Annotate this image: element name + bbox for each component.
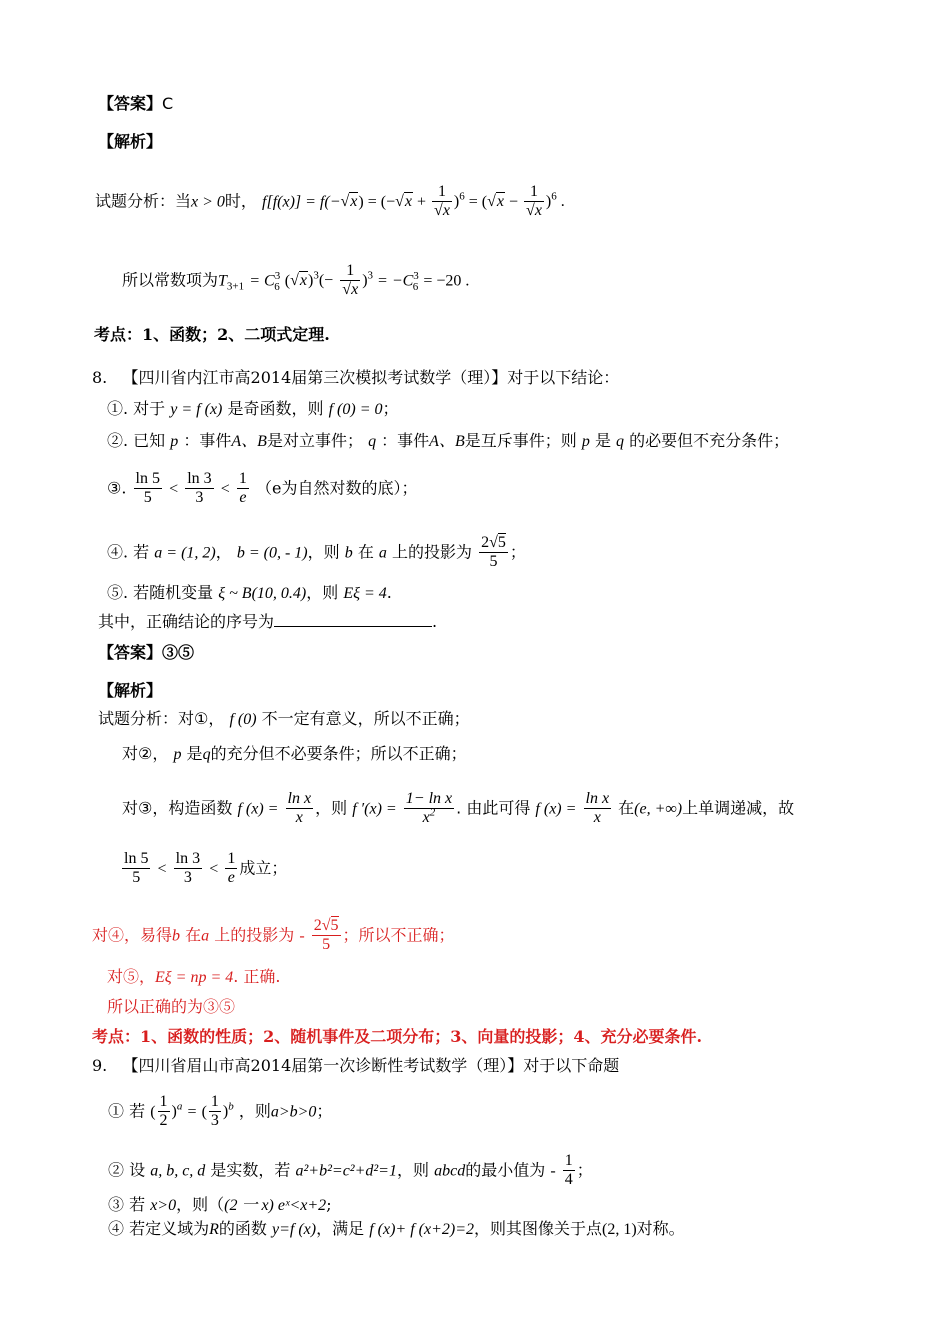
exponent: 6	[459, 191, 465, 204]
fraction: $\frac{1}{√x}$	[526, 183, 542, 220]
exponent: 3	[313, 270, 319, 283]
exponent: 3	[367, 270, 374, 283]
math: f (x) =	[535, 800, 577, 818]
math: (2, 1)	[602, 1221, 637, 1238]
numerator: 1	[432, 183, 452, 202]
math: a = (1, 2)	[154, 544, 216, 562]
fraction-2sqrt5-over-5: $\frac{2√5}{5}$	[481, 534, 506, 571]
text: 是对立事件；	[266, 431, 363, 450]
math: (e, +∞)	[634, 800, 683, 818]
text: ，则	[307, 542, 340, 562]
q7-analysis-line2: 所以常数项为$T_{3+1} = C^3_6$ $(√x)^3(-$ $\frac{1}{√x}$ )$^3 = -C^3_6 = -20$ .	[122, 262, 470, 299]
superscript: 3	[413, 270, 419, 283]
math: a	[201, 927, 210, 945]
text: 所以常数项为	[122, 270, 219, 290]
question-title: 【四川省眉山市高2014届第一次诊断性考试数学（理）】对于以下命题	[122, 1056, 620, 1075]
q8-analysis-6: 所以正确的为③⑤	[107, 997, 236, 1016]
question-number: 8.	[92, 368, 108, 387]
numerator: ln 5	[134, 470, 162, 489]
math: b = (0, - 1)	[236, 544, 308, 562]
denominator: 5	[322, 936, 331, 954]
math: x > 0	[191, 193, 225, 211]
text: ①. 对于	[107, 399, 166, 418]
fraction-1-over-e: $\frac{1}{e}$	[227, 850, 236, 887]
exponent: 6	[551, 191, 557, 204]
text: ，则	[315, 798, 348, 818]
denominator: x	[351, 281, 359, 299]
fraction-lnx-over-x	[584, 790, 612, 828]
text: 在	[357, 542, 374, 562]
text: 是奇函数，则	[227, 399, 324, 418]
math: f (x)+ f (x+2)=2	[369, 1221, 474, 1238]
math: p	[581, 433, 590, 450]
fraction-lnx-over-x	[286, 790, 314, 828]
math: = −20 .	[423, 272, 470, 290]
exponent: a	[176, 1101, 183, 1114]
text: 不一定有意义，所以不正确；	[261, 709, 470, 728]
math: b	[172, 927, 181, 945]
q9-statement-2	[108, 1152, 593, 1190]
text: ;	[326, 1195, 332, 1214]
text: ，则其图像关于点	[474, 1219, 603, 1238]
q8-statement-4: ④. 若 a = (1, 2)， b = (0, - 1)，则 b 在 a 上的投影为 $\frac{2√5}{5}$ ；	[107, 534, 526, 571]
text: 对④，易得	[92, 925, 173, 945]
math: A、B	[231, 433, 267, 450]
math: T	[218, 272, 227, 290]
text: . 正确.	[233, 967, 281, 986]
numerator: ln x	[584, 790, 612, 809]
coefficient: 2	[481, 534, 490, 551]
sqrt-x: √x	[290, 272, 308, 290]
q8-statement-5	[107, 582, 392, 605]
q7-analysis-label: 【解析】	[98, 132, 163, 151]
denominator: 5	[132, 869, 141, 887]
denominator: 3	[210, 1112, 219, 1130]
subscript: 3+1	[226, 280, 245, 293]
text: ；	[316, 1101, 333, 1121]
math: =	[187, 1103, 197, 1121]
q8-analysis-4	[92, 917, 455, 955]
math: y=f (x)	[271, 1221, 317, 1238]
text: 对⑤，	[107, 967, 156, 986]
text: 是	[594, 431, 611, 450]
radicand: 5	[497, 534, 506, 551]
q8-statement-3: ③. $\frac{\ln 5}{5}$ < $\frac{\ln 3}{3}$ < $\frac{1}{e}$ （e为自然对数的底）；	[107, 470, 418, 507]
text: ④. 若	[107, 542, 150, 562]
text: ⑤. 若随机变量	[107, 583, 214, 602]
text: ③.	[107, 478, 127, 498]
answer-value: C	[162, 94, 174, 113]
exponent: 2	[429, 807, 436, 820]
text: ，满足	[316, 1219, 365, 1238]
math: q	[202, 746, 211, 763]
math: f (0) = 0	[328, 401, 383, 418]
numerator: ln 5	[122, 850, 150, 869]
text: ；	[576, 1160, 593, 1180]
q8-analysis-2	[122, 743, 467, 766]
numerator: 1− ln x	[404, 790, 454, 809]
text: 上的投影为	[392, 542, 473, 562]
text: . 由此可得	[456, 798, 531, 818]
fraction-1-over-2: $\frac{1}{2}$	[159, 1093, 168, 1130]
math: a²+b²=c²+d²=1	[295, 1162, 397, 1180]
q8-statement-1	[107, 398, 399, 421]
math: Eξ = 4	[343, 585, 387, 602]
text: 试题分析：当	[95, 191, 192, 211]
fraction-1-over-3: $\frac{1}{3}$	[210, 1093, 219, 1130]
q8-answer	[98, 642, 194, 664]
radicand: x	[404, 193, 412, 211]
q7-kaodian: 考点：1、函数；2、二项式定理.	[94, 325, 330, 344]
q8-analysis-3b: $\frac{\ln 5}{5}$ < $\frac{\ln 3}{3}$ < $\frac{1}{e}$ 成立；	[124, 850, 288, 887]
math: R	[209, 1221, 219, 1238]
q8-analysis-1	[98, 708, 470, 731]
numerator: 1	[340, 262, 360, 281]
q7-answer	[98, 93, 173, 115]
math: f (0)	[229, 711, 257, 728]
text: 时，	[224, 191, 257, 211]
denominator: x	[295, 809, 303, 827]
math: p	[173, 746, 182, 763]
denominator: x	[534, 202, 542, 220]
math: f (x) =	[237, 800, 279, 818]
math: x>0	[150, 1197, 177, 1214]
subscript: 6	[274, 280, 280, 293]
fraction: $\frac{1}{√x}$	[342, 262, 359, 299]
numerator: 1	[524, 183, 544, 202]
math: a, b, c, d	[150, 1162, 206, 1180]
text: .	[386, 583, 392, 602]
sqrt-x: √x	[487, 193, 504, 211]
numerator: 1	[563, 1152, 575, 1171]
superscript: 3	[274, 270, 281, 283]
sqrt-x: √x	[395, 193, 412, 211]
radicand: x	[299, 272, 308, 290]
denominator: 5	[143, 489, 152, 507]
answer-label: 【答案】	[98, 643, 163, 662]
math: -	[299, 927, 305, 945]
numerator: ln 3	[185, 470, 213, 489]
fraction-ln3-over-3	[185, 470, 213, 508]
answer-label: 【答案】	[98, 94, 163, 113]
text: ，则	[396, 1160, 429, 1180]
radicand: x	[350, 193, 358, 211]
text: 对③，构造函数	[122, 798, 233, 818]
text: 对②，	[122, 744, 169, 763]
q8-title	[92, 367, 619, 389]
text: 的最小值为	[465, 1160, 546, 1180]
text: ；所以不正确；	[342, 925, 455, 945]
denominator: 2	[159, 1112, 168, 1130]
radicand: 5	[330, 917, 339, 934]
math: abcd	[434, 1162, 466, 1180]
answer-value: ③⑤	[162, 643, 195, 662]
q9-title	[92, 1055, 619, 1077]
coefficient: 2	[313, 917, 322, 934]
fraction: $\frac{1}{√x}$	[434, 183, 450, 220]
math: q	[368, 433, 377, 450]
fraction-ln3-over-3	[174, 850, 202, 888]
text: ，则	[306, 583, 339, 602]
text: ②. 已知	[107, 431, 166, 450]
math: (−	[380, 193, 396, 211]
text: 上单调递减，故	[682, 798, 795, 818]
text: 的函数	[218, 1219, 267, 1238]
denominator: e	[239, 489, 247, 507]
denominator: 3	[183, 869, 192, 887]
denominator: x	[422, 809, 430, 827]
denominator: 5	[489, 553, 498, 571]
math: q	[616, 433, 625, 450]
text: ③ 若	[108, 1195, 146, 1214]
q8-analysis-5	[107, 966, 281, 989]
math: = −C	[377, 272, 414, 290]
text: ，则（	[176, 1195, 225, 1214]
question-number: 9.	[92, 1056, 108, 1075]
text: .	[432, 612, 438, 631]
math: b	[344, 544, 353, 562]
denominator: e	[227, 869, 235, 887]
text: 的必要但不充分条件；	[629, 431, 790, 450]
fraction-1-over-4	[563, 1152, 575, 1190]
text: （e为自然对数的底）；	[255, 478, 418, 498]
text: 是	[186, 744, 203, 763]
math: a>b>0	[270, 1103, 317, 1121]
radicand: x	[496, 193, 504, 211]
q7-analysis-line1: 试题分析：当x > 0时， f[f(x)] = f(−√x) = (−√x + $\frac{1}{√x}$ )$^6$ = (√x − $\frac{1}{√x}$ )$^6$ .	[95, 183, 565, 220]
exponent: b	[228, 1101, 234, 1114]
denominator: x	[593, 809, 601, 827]
text: 对称。	[636, 1219, 685, 1238]
sqrt-x: √x	[340, 193, 358, 211]
q8-question	[98, 611, 437, 633]
q9-statement-4	[108, 1218, 685, 1241]
q8-analysis-label: 【解析】	[98, 681, 163, 700]
text: ① 若	[108, 1101, 146, 1121]
math: p	[170, 433, 179, 450]
text: ；	[382, 399, 399, 418]
math: = (	[468, 193, 488, 211]
math: A、B	[429, 433, 465, 450]
numerator: ln 3	[174, 850, 202, 869]
text: 其中，正确结论的序号为	[98, 612, 275, 631]
fraction-ln5-over-5	[122, 850, 150, 888]
math: Eξ = np = 4	[155, 969, 234, 986]
q9-statement-3	[108, 1194, 332, 1217]
q8-analysis-3	[122, 790, 794, 828]
numerator: ln x	[286, 790, 314, 809]
text: 在	[618, 798, 635, 818]
text: ④ 若定义域为	[108, 1219, 210, 1238]
q9-statement-1: ① 若 ( $\frac{1}{2}$ )$^a$ = ( $\frac{1}{3}$ )$^b$ ，则a>b>0；	[108, 1093, 333, 1130]
q8-statement-2	[107, 430, 789, 453]
denominator: 3	[195, 489, 204, 507]
text: ：事件	[381, 431, 430, 450]
answer-blank	[274, 612, 432, 627]
text: 成立；	[239, 858, 288, 878]
text: 是互斥事件；则	[464, 431, 577, 450]
math: y = f (x)	[170, 401, 223, 418]
text: 是实数，若	[210, 1160, 291, 1180]
q8-kaodian: 考点：1、函数的性质；2、随机事件及二项分布；3、向量的投影；4、充分必要条件.	[92, 1027, 703, 1046]
subscript: 6	[412, 280, 419, 293]
text: 试题分析：对①，	[98, 709, 225, 728]
math: (2 一 x) eˣ<x+2	[224, 1197, 327, 1214]
text: ：事件	[183, 431, 232, 450]
text: 上的投影为	[214, 925, 295, 945]
text: 在	[185, 925, 202, 945]
text: ② 设	[108, 1160, 146, 1180]
math: ξ ~ B(10, 0.4)	[218, 585, 307, 602]
text: ，则	[238, 1101, 271, 1121]
text: 的充分但不必要条件；所以不正确；	[210, 744, 467, 763]
denominator: x	[442, 202, 450, 220]
fraction-ln5-over-5	[134, 470, 162, 508]
math: f ′(x) =	[352, 800, 397, 818]
fraction-derivative	[404, 790, 454, 828]
fraction-2sqrt5-over-5: $\frac{2√5}{5}$	[313, 917, 339, 954]
math: f[f(x)] = f(−	[262, 193, 341, 211]
denominator: 4	[564, 1171, 573, 1189]
math: = C	[249, 272, 275, 290]
math: -	[550, 1162, 556, 1180]
question-title: 【四川省内江市高2014届第三次模拟考试数学（理）】对于以下结论：	[122, 368, 620, 387]
fraction-1-over-e: $\frac{1}{e}$	[238, 470, 247, 507]
math: a	[378, 544, 387, 562]
